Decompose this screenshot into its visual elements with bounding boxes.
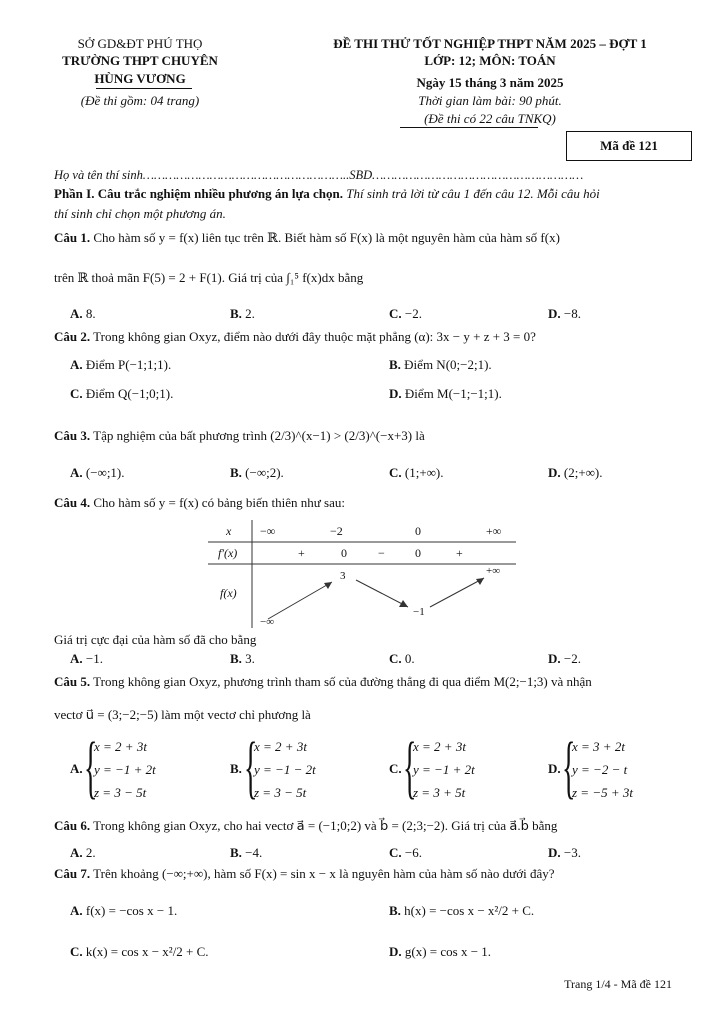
q6-option-d [548,845,581,861]
table-f-value: 3 [340,570,346,582]
q4-line [54,495,345,511]
q2-option-d [389,386,502,402]
table-sign: − [378,546,385,560]
q5-text-2: vectơ u⃗ = (3;−2;−5) làm một vectơ chỉ phương là [54,707,311,722]
variation-table-lines [208,520,516,628]
table-f-value: −1 [413,606,425,618]
table-sign: 0 [415,546,421,560]
q1-option-b-text: 2. [245,306,255,321]
option-letter: D. [389,944,402,959]
table-sign: 0 [341,546,347,560]
q3-option-c-text: (1;+∞). [404,465,444,480]
q4-label: Câu 4. [54,495,91,510]
q4-option-a [70,651,103,667]
q1-option-c [389,306,422,322]
q6-line [54,818,557,834]
option-letter: C. [389,845,402,860]
option-letter: D. [389,386,402,401]
option-letter: D. [548,845,561,860]
page-count-note: (Đề thi gồm: 04 trang) [80,93,200,108]
q1-option-a-text: 8. [85,306,96,321]
option-letter: B. [230,465,242,480]
q6-option-a-text: 2. [85,845,96,860]
option-letter: B. [230,651,242,666]
q7-option-c [70,944,209,960]
option-letter: D. [548,465,561,480]
q6-option-c [389,845,422,861]
table-x-value: +∞ [486,524,502,538]
q4-option-d-text: −2. [563,651,581,666]
q2-text: Trong không gian Oxyz, điểm nào dưới đây thuộc mặt phẳng (α): 3x − y + z + 3 = 0? [93,329,536,344]
q5-b-eq-x: x = 2 + 3t [254,739,307,754]
brace-icon: { [244,729,258,806]
q7-text: Trên khoảng (−∞;+∞), hàm số F(x) = sin x − x là nguyên hàm của hàm số nào dưới đây? [93,866,555,881]
q6-option-d-text: −3. [563,845,581,860]
q3-option-d-text: (2;+∞). [563,465,603,480]
table-f-value: −∞ [260,616,275,628]
option-letter: A. [70,845,83,860]
option-letter: A. [70,306,83,321]
question-count-note: (Đề thi có 22 câu TNKQ) [424,111,556,126]
option-letter: A. [70,903,83,918]
exam-date: Ngày 15 tháng 3 năm 2025 [416,75,564,90]
q5-a-eq-y: y = −1 + 2t [94,762,156,777]
table-fprime-label: f′(x) [218,546,238,560]
school-name-2: HÙNG VƯƠNG [94,71,186,86]
q6-option-b-text: −4. [245,845,263,860]
q5-b-eq-z: z = 3 − 5t [254,785,307,800]
option-letter: B. [230,306,242,321]
option-letter: C. [70,944,83,959]
option-letter: A. [70,761,83,776]
q7-option-b-text: h(x) = −cos x − x²/2 + C. [404,903,535,918]
school-department: SỞ GD&ĐT PHÚ THỌ [77,36,203,51]
option-letter: D. [548,651,561,666]
q3-option-a-text: (−∞;1). [85,465,125,480]
q2-option-c-text: Điểm Q(−1;0;1). [85,386,174,401]
option-letter: D. [548,761,561,776]
q3-option-c [389,465,444,481]
q5-a-eq-z: z = 3 − 5t [94,785,147,800]
q7-option-a [70,903,177,919]
q4-after-text: Giá trị cực đại của hàm số đã cho bằng [54,632,257,647]
table-sign: + [298,546,305,560]
q5-c-eq-x: x = 2 + 3t [413,739,466,754]
exam-subject: LỚP: 12; MÔN: TOÁN [424,53,556,68]
part1-heading [54,186,600,202]
q4-option-b [230,651,255,667]
q4-option-b-text: 3. [245,651,255,666]
q1-option-a [70,306,96,322]
q5-line1 [54,674,592,690]
q5-c-eq-y: y = −1 + 2t [413,762,475,777]
q7-option-b [389,903,534,919]
table-f-label: f(x) [220,586,237,600]
q5-b-eq-y: y = −1 − 2t [254,762,316,777]
option-letter: C. [389,761,402,776]
q2-line [54,329,536,345]
header-underline [96,88,192,89]
q4-option-c-text: 0. [404,651,415,666]
header-underline-right [400,127,538,128]
q1-option-d-text: −8. [563,306,581,321]
q1-text-2: trên ℝ thoả mãn F(5) = 2 + F(1). Giá trị của ∫₁⁵ f(x)dx bằng [54,270,364,285]
q3-option-a [70,465,125,481]
brace-icon: { [84,729,98,806]
option-letter: C. [389,465,402,480]
table-x-value: 0 [415,524,421,538]
option-letter: A. [70,651,83,666]
school-name: TRƯỜNG THPT CHUYÊN [62,53,218,68]
q3-text: Tập nghiệm của bất phương trình (2/3)^(x−1) > (2/3)^(−x+3) là [93,428,425,443]
brace-icon: { [562,729,576,806]
q3-line [54,428,425,444]
option-letter: B. [389,357,401,372]
q1-option-d [548,306,581,322]
q4-text: Cho hàm số y = f(x) có bảng biến thiên như sau: [93,495,345,510]
q2-option-b-text: Điểm N(0;−2;1). [404,357,492,372]
q5-text-1: Trong không gian Oxyz, phương trình tham số của đường thẳng đi qua điểm M(2;−1;3) và nhận [93,674,592,689]
q2-option-b [389,357,492,373]
brace-icon: { [403,729,417,806]
q1-option-b [230,306,255,322]
option-letter: B. [230,845,242,860]
q1-label: Câu 1. [54,230,91,245]
option-letter: B. [230,761,242,776]
q7-option-d-text: g(x) = cos x − 1. [404,944,492,959]
q7-option-a-text: f(x) = −cos x − 1. [85,903,178,918]
option-letter: C. [389,651,402,666]
option-letter: A. [70,357,83,372]
q3-option-b [230,465,284,481]
option-letter: C. [70,386,83,401]
q6-label: Câu 6. [54,818,91,833]
part1-title: Phần I. Câu trắc nghiệm nhiều phương án lựa chọn. [54,186,344,201]
option-letter: A. [70,465,83,480]
q7-line [54,866,554,882]
q2-option-d-text: Điểm M(−1;−1;1). [404,386,502,401]
part1-instruction-2: thí sinh chỉ chọn một phương án. [54,206,226,221]
q4-option-a-text: −1. [85,651,103,666]
q5-d-eq-z: z = −5 + 3t [572,785,633,800]
table-sign: + [456,546,463,560]
q5-d-eq-y: y = −2 − t [572,762,628,777]
option-letter: D. [548,306,561,321]
q1-text-1: Cho hàm số y = f(x) liên tục trên ℝ. Biết hàm số F(x) là một nguyên hàm của hàm số f(x) [93,230,560,245]
q4-option-c [389,651,415,667]
part1-instruction: Thí sinh trả lời từ câu 1 đến câu 12. Mỗi câu hỏi [343,186,600,201]
q1-line1 [54,230,560,246]
q2-option-a [70,357,171,373]
option-letter: C. [389,306,402,321]
q1-option-c-text: −2. [404,306,422,321]
q6-option-a [70,845,96,861]
q7-option-d [389,944,491,960]
table-x-value: −∞ [260,524,276,538]
exam-code-box: Mã đề 121 [566,131,692,161]
q5-a-eq-x: x = 2 + 3t [94,739,147,754]
q7-label: Câu 7. [54,866,91,881]
exam-title: ĐỀ THI THỬ TỐT NGHIỆP THPT NĂM 2025 – ĐỢT 1 [333,36,647,51]
q4-option-d [548,651,581,667]
q7-option-c-text: k(x) = cos x − x²/2 + C. [85,944,209,959]
table-x-value: −2 [330,524,343,538]
table-x-label: x [226,524,232,538]
q6-text: Trong không gian Oxyz, cho hai vectơ a⃗ = (−1;0;2) và b⃗ = (2;3;−2). Giá trị của a⃗.b⃗ bằng [93,818,558,833]
q2-option-a-text: Điểm P(−1;1;1). [85,357,172,372]
q5-c-eq-z: z = 3 + 5t [413,785,466,800]
q6-option-c-text: −6. [404,845,422,860]
variation-table [208,520,516,628]
q2-label: Câu 2. [54,329,91,344]
page-footer: Trang 1/4 - Mã đề 121 [564,977,672,991]
q5-label: Câu 5. [54,674,91,689]
q3-label: Câu 3. [54,428,91,443]
table-f-value: +∞ [486,565,501,577]
q3-option-d [548,465,603,481]
option-letter: B. [389,903,401,918]
candidate-info-line: Họ và tên thí sinh………………………………………………..SBD………………………………………………… [54,168,584,182]
q6-option-b [230,845,262,861]
q5-d-eq-x: x = 3 + 2t [572,739,625,754]
exam-duration: Thời gian làm bài: 90 phút. [418,93,562,108]
q3-option-b-text: (−∞;2). [245,465,284,480]
q2-option-c [70,386,173,402]
